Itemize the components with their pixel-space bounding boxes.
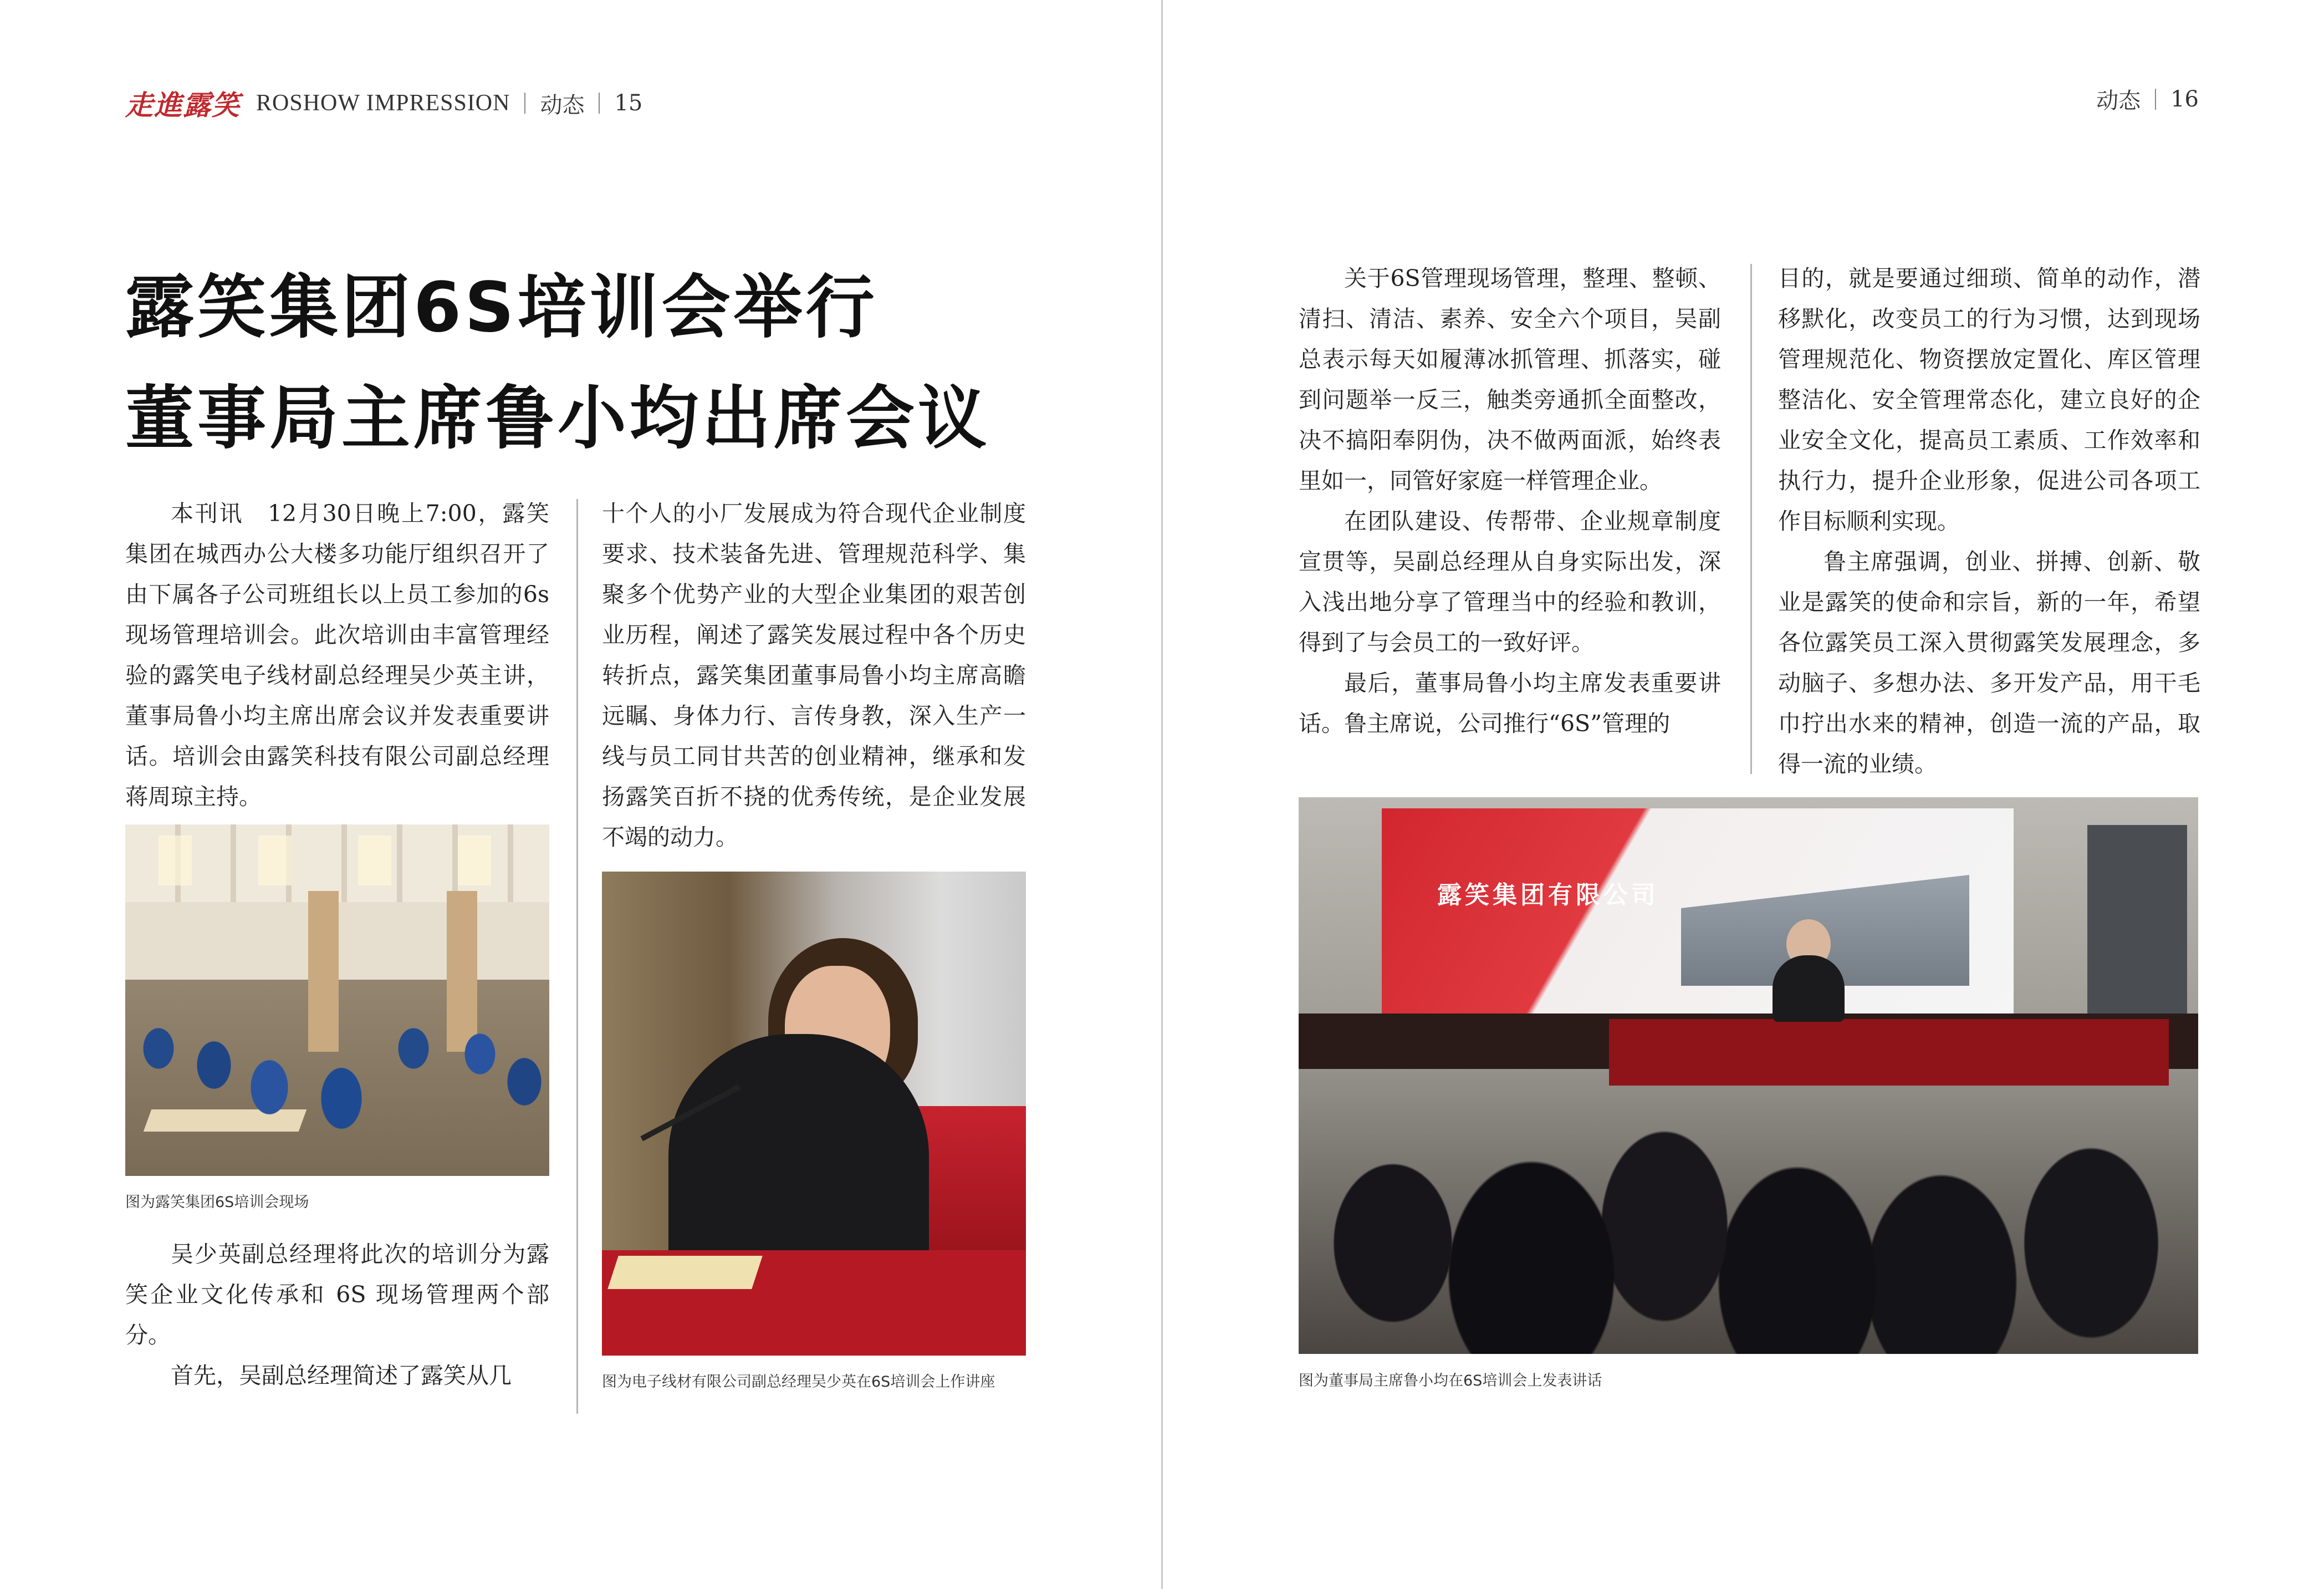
left-col2-top	[602, 493, 1026, 858]
left-col1-bottom	[125, 1234, 549, 1396]
header-divider	[2155, 89, 2156, 110]
photo-speaker	[602, 872, 1026, 1356]
section-label: 动态	[2096, 88, 2141, 114]
projection-screen	[1382, 808, 2014, 1014]
photo-caption: 图为电子线材有限公司副总经理吴少英在6S培训会上作讲座	[602, 1373, 995, 1391]
paragraph: 鲁主席强调，创业、拼搏、创新、敬业是露笑的使命和宗旨，新的一年，希望各位露笑员工深入贯彻露笑发展理念，多动脑子、多想办法、多开发产品，用干毛巾拧出水来的精神，创造一流的产品，取得一流的业绩。	[1778, 548, 2200, 777]
paragraph: 首先，吴副总经理简述了露笑从几	[171, 1362, 512, 1389]
left-col1-top	[125, 493, 549, 817]
brand-logo: 走進露笑	[125, 89, 241, 121]
paragraph: 最后，董事局鲁小均主席发表重要讲话。鲁主席说，公司推行“6S”管理的	[1299, 670, 1721, 737]
right-page	[1161, 0, 2324, 1589]
paragraph: 本刊讯 12月30日晚上7:00，露笑集团在城西办公大楼多功能厅组织召开了由下属各子公司班组长以上员工参加的6s现场管理培训会。此次培训由丰富管理经验的露笑电子线材副总经理吴少英主讲，董事局鲁小均主席出席会议并发表重要讲话。培训会由露笑科技有限公司副总经理蒋周琼主持。	[125, 500, 549, 810]
header-divider	[599, 93, 600, 114]
page-number: 15	[614, 90, 643, 116]
left-page	[0, 0, 1161, 1589]
paragraph: 十个人的小厂发展成为符合现代企业制度要求、技术装备先进、管理规范科学、集聚多个优势产业的大型企业集团的艰苦创业历程，阐述了露笑发展过程中各个历史转折点，露笑集团董事局鲁小均主席高瞻远瞩、身体力行、言传身教，深入生产一线与员工同甘共苦的创业精神，继承和发扬露笑百折不挠的优秀传统，是企业发展不竭的动力。	[602, 500, 1026, 850]
photo-caption: 图为董事局主席鲁小均在6S培训会上发表讲话	[1299, 1372, 1602, 1389]
screen-text: 露笑集团有限公司	[1437, 881, 1659, 909]
article-title	[125, 252, 990, 474]
paragraph: 关于6S管理现场管理，整理、整顿、清扫、清洁、素养、安全六个项目，吴副总表示每天如履薄冰抓管理、抓落实，碰到问题举一反三，触类旁通抓全面整改，决不搞阳奉阴伪，决不做两面派，始终表里如一，同管好家庭一样管理企业。	[1299, 265, 1721, 494]
section-label: 动态	[540, 92, 585, 118]
title-line-1: 露笑集团6S培训会举行	[125, 268, 878, 348]
photo-stage-speech	[1299, 797, 2198, 1354]
running-header-left	[125, 83, 642, 123]
column-rule	[1750, 264, 1752, 774]
running-header-right	[2096, 83, 2199, 115]
paragraph: 目的，就是要通过细琐、简单的动作，潜移默化，改变员工的行为习惯，达到现场管理规范化、物资摆放定置化、库区管理整洁化、安全管理常态化，建立良好的企业安全文化，提高员工素质、工作效率和执行力，提升企业形象，促进公司各项工作目标顺利实现。	[1778, 265, 2200, 534]
paragraph: 在团队建设、传帮带、企业规章制度宣贯等，吴副总经理从自身实际出发，深入浅出地分享了管理当中的经验和教训，得到了与会员工的一致好评。	[1299, 508, 1721, 656]
page-number: 16	[2170, 86, 2199, 112]
column-rule	[576, 499, 578, 1414]
title-line-2: 董事局主席鲁小均出席会议	[125, 379, 990, 459]
paragraph: 吴少英副总经理将此次的培训分为露笑企业文化传承和 6S 现场管理两个部分。	[125, 1241, 549, 1348]
photo-training-hall	[125, 824, 549, 1176]
magazine-name: ROSHOW IMPRESSION	[256, 90, 510, 116]
right-col2	[1778, 258, 2200, 785]
header-divider	[524, 93, 525, 114]
photo-caption: 图为露笑集团6S培训会现场	[125, 1194, 309, 1211]
right-col1	[1299, 258, 1721, 744]
